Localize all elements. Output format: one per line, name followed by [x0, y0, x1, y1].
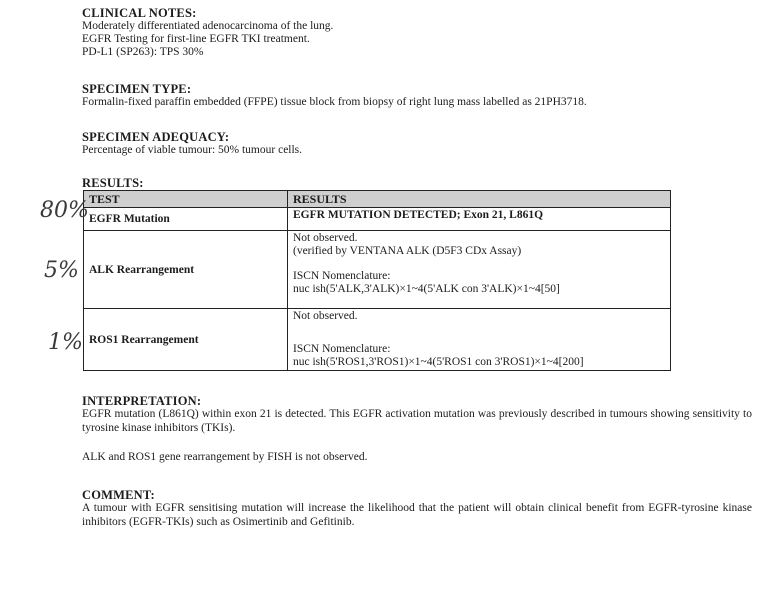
specimen-type-text: Formalin-fixed paraffin embedded (FFPE) tissue block from biopsy of right lung mass labelled as 21PH3718. — [82, 96, 587, 108]
column-header-test: TEST — [84, 191, 288, 208]
clinical-notes-section — [82, 6, 752, 59]
comment-section — [82, 488, 752, 529]
specimen-type-heading: SPECIMEN TYPE: — [82, 82, 192, 96]
iscn-value: nuc ish(5'ALK,3'ALK)×1~4(5'ALK con 3'ALK)×1~4[50] — [293, 283, 560, 295]
test-name-alk: ALK Rearrangement — [84, 231, 288, 309]
comment-heading: COMMENT: — [82, 488, 155, 502]
iscn-label: ISCN Nomenclature: — [293, 270, 391, 282]
table-row — [84, 309, 671, 371]
interpretation-section — [82, 394, 752, 465]
table-row — [84, 208, 671, 231]
iscn-label: ISCN Nomenclature: — [293, 343, 391, 355]
iscn-value: nuc ish(5'ROS1,3'ROS1)×1~4(5'ROS1 con 3'ROS1)×1~4[200] — [293, 356, 584, 368]
table-header-row — [84, 191, 671, 208]
clinical-note-line: Moderately differentiated adenocarcinoma of the lung. — [82, 20, 334, 32]
results-heading: RESULTS: — [82, 176, 144, 190]
specimen-type-section — [82, 82, 752, 109]
specimen-adequacy-heading: SPECIMEN ADEQUACY: — [82, 130, 230, 144]
clinical-note-line: PD-L1 (SP263): TPS 30% — [82, 46, 204, 58]
handwritten-annotation-ros1: 1% — [48, 330, 83, 355]
column-header-results: RESULTS — [288, 191, 671, 208]
results-section — [82, 176, 752, 190]
interpretation-paragraph: ALK and ROS1 gene rearrangement by FISH is not observed. — [82, 451, 368, 463]
result-alk — [288, 231, 671, 309]
result-line: Not observed. — [293, 232, 358, 244]
clinical-notes-heading: CLINICAL NOTES: — [82, 6, 197, 20]
handwritten-annotation-egfr: 80% — [40, 198, 89, 223]
comment-text: A tumour with EGFR sensitising mutation will increase the likelihood that the patient will obtain clinical benefit from EGFR-tyrosine kinase inhibitors (EGFR-TKIs) such as Osimertinib and Gefitinib. — [82, 502, 752, 528]
table-row — [84, 231, 671, 309]
result-line: Not observed. — [293, 310, 358, 322]
test-name-egfr: EGFR Mutation — [84, 208, 288, 231]
specimen-adequacy-section — [82, 130, 752, 157]
specimen-adequacy-text: Percentage of viable tumour: 50% tumour cells. — [82, 144, 303, 156]
result-ros1 — [288, 309, 671, 371]
interpretation-heading: INTERPRETATION: — [82, 394, 202, 408]
result-line: (verified by VENTANA ALK (D5F3 CDx Assay) — [293, 245, 522, 257]
handwritten-annotation-alk: 5% — [44, 258, 79, 283]
clinical-note-line: EGFR Testing for first-line EGFR TKI treatment. — [82, 33, 310, 45]
result-egfr: EGFR MUTATION DETECTED; Exon 21, L861Q — [288, 208, 671, 231]
test-name-ros1: ROS1 Rearrangement — [84, 309, 288, 371]
interpretation-paragraph: EGFR mutation (L861Q) within exon 21 is detected. This EGFR activation mutation was previously described in tumours showing sensitivity to tyrosine kinase inhibitors (TKIs). — [82, 408, 752, 434]
results-table — [83, 190, 671, 371]
